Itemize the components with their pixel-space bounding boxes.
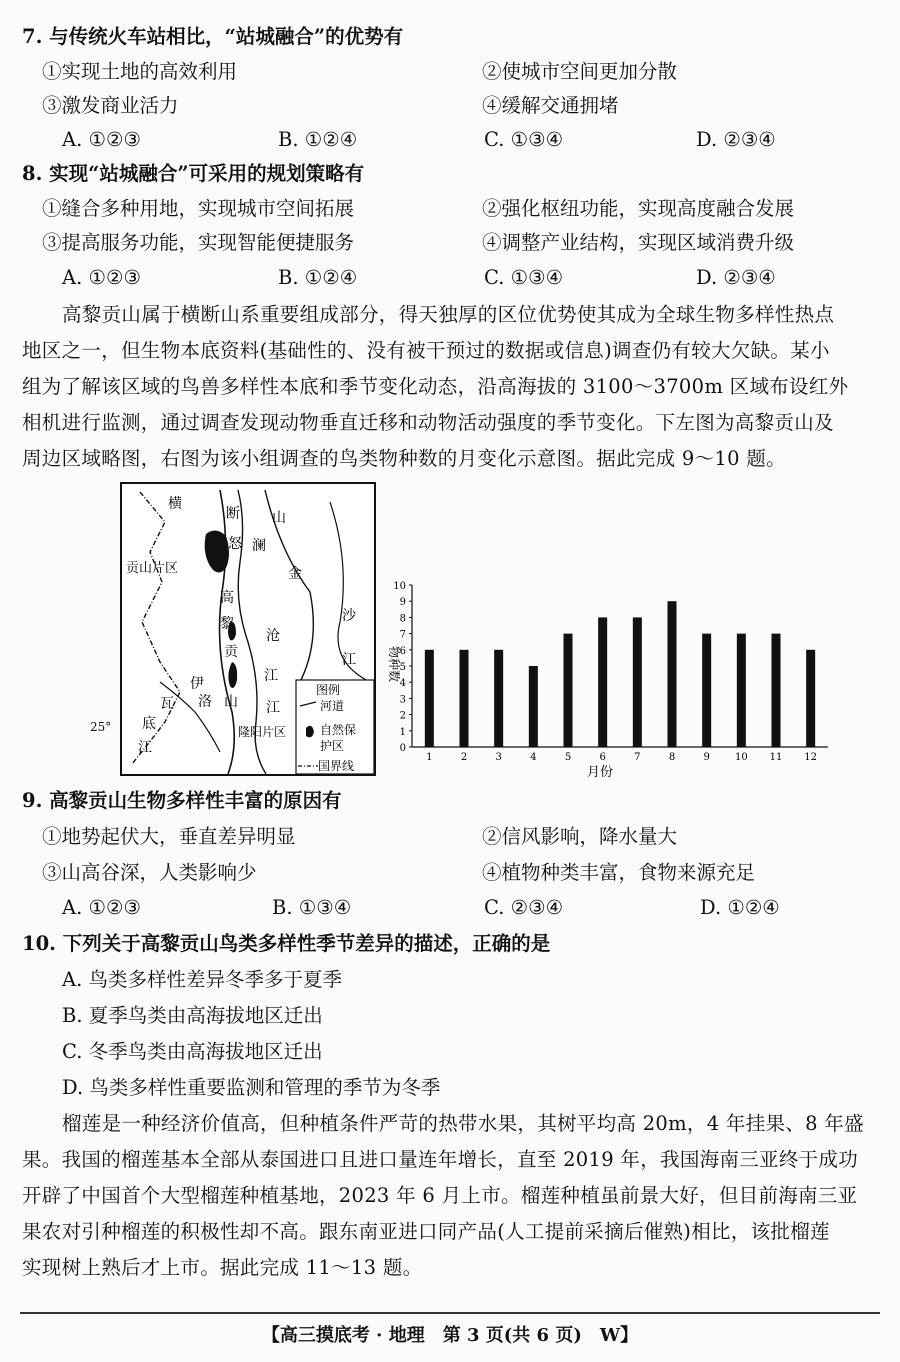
passage1-line-2: 地区之一，但生物本底资料(基础性的、没有被干预过的数据或信息)调查仍有较大欠缺。某小: [22, 339, 830, 362]
passage2-line-4: 果农对引种榴莲的积极性却不高。跟东南亚进口同产品(人工提前采摘后催熟)相比，该批榴莲: [22, 1220, 830, 1243]
x-tick-label: 8: [668, 752, 676, 763]
q8-item-2: ②强化枢纽功能，实现高度融合发展: [482, 197, 795, 220]
q8-item-3: ③提高服务功能，实现智能便捷服务: [42, 231, 355, 254]
x-tick-label: 4: [530, 752, 537, 763]
label-di: 底: [142, 716, 156, 732]
bar-month-3: [494, 650, 503, 747]
q10-option-c[interactable]: C. 冬季鸟类由高海拔地区迁出: [62, 1040, 323, 1063]
gaoligong-map: [90, 482, 376, 776]
q7-item-3: ③激发商业活力: [42, 94, 179, 117]
passage1-line-5: 周边区域略图，右图为该小组调查的鸟类物种数的月变化示意图。据此完成 9～10 题。: [22, 447, 786, 470]
q8-choice-b[interactable]: B. ①②④: [278, 266, 358, 289]
passage2-line-3: 开辟了中国首个大型榴莲种植基地，2023 年 6 月上市。榴莲种植虽前景大好，但目前海南三亚: [22, 1184, 858, 1207]
x-tick-label: 6: [599, 752, 606, 763]
map-svg: [120, 482, 376, 776]
x-tick-label: 3: [495, 752, 502, 763]
label-gao: 高: [220, 590, 234, 606]
x-tick-label: 5: [564, 752, 572, 763]
passage2-line-5: 实现树上熟后才上市。据此完成 11～13 题。: [22, 1256, 423, 1279]
q9-choice-d[interactable]: D. ①②④: [700, 896, 780, 919]
bar-month-6: [598, 617, 607, 747]
x-tick-label: 9: [703, 752, 710, 763]
q10-option-b[interactable]: B. 夏季鸟类由高海拔地区迁出: [62, 1004, 323, 1027]
q9-item-2: ②信风影响，降水量大: [482, 825, 678, 848]
passage2-line-2: 果。我国的榴莲基本全部从泰国进口且进口量连年增长，直至 2019 年，我国海南三亚终于成功: [22, 1148, 859, 1171]
label-jin: 金: [288, 566, 302, 582]
q7-choice-c[interactable]: C. ①③④: [484, 128, 564, 151]
y-tick-label: 8: [399, 613, 406, 625]
y-tick-label: 1: [399, 726, 406, 738]
page-footer: 【高三摸底考 · 地理 第 3 页(共 6 页) W】: [261, 1325, 639, 1346]
label-sha: 沙: [342, 608, 356, 624]
q9-item-1: ①地势起伏大，垂直差异明显: [42, 825, 296, 848]
y-tick-label: 3: [399, 694, 406, 706]
legend-river: 河道: [320, 699, 345, 713]
label-gong: 贡: [224, 644, 238, 660]
x-tick-label: 7: [634, 752, 641, 763]
label-heng: 横: [168, 496, 182, 512]
x-tick-label: 11: [769, 752, 783, 763]
q8-item-1: ①缝合多种用地，实现城市空间拓展: [42, 197, 355, 220]
y-tick-label: 0: [399, 743, 406, 754]
label-jiang-1: 江: [342, 652, 356, 668]
bar-month-4: [529, 666, 538, 747]
passage1-line-4: 相机进行监测，通过调查发现动物垂直迁移和动物活动强度的季节变化。下左图为高黎贡山及: [22, 411, 834, 434]
chart-x-label: 月份: [586, 765, 614, 780]
bar-month-8: [668, 601, 677, 747]
y-tick-label: 6: [399, 645, 406, 657]
label-gongshan-area: 贡山片区: [126, 561, 179, 576]
y-tick-label: 9: [399, 597, 406, 609]
bar-month-5: [564, 634, 573, 747]
footer-rule: [20, 1312, 880, 1314]
label-wa: 瓦: [160, 696, 174, 712]
bar-month-1: [425, 650, 434, 747]
label-jiang-2: 江: [264, 668, 278, 684]
q8-choice-c[interactable]: C. ①③④: [484, 266, 564, 289]
x-tick-label: 2: [460, 752, 468, 763]
x-tick-label: 12: [804, 752, 818, 763]
y-tick-label: 5: [399, 662, 406, 673]
q7-item-1: ①实现土地的高效利用: [42, 60, 238, 83]
chart-svg: [378, 575, 838, 780]
q7-choice-d[interactable]: D. ②③④: [696, 128, 776, 151]
label-nu: 怒: [228, 536, 242, 552]
bar-month-10: [737, 634, 746, 747]
label-shan: 山: [272, 510, 286, 526]
y-tick-label: 4: [399, 678, 406, 690]
q7-choice-b[interactable]: B. ①②④: [278, 128, 358, 151]
q9-choice-a[interactable]: A. ①②③: [62, 896, 141, 919]
q8-choice-a[interactable]: A. ①②③: [62, 266, 141, 289]
bar-month-7: [633, 617, 642, 747]
chart-bars: [425, 601, 815, 747]
bird-species-chart: [378, 575, 838, 780]
label-longyang-area: 隆阳片区: [238, 725, 287, 739]
x-tick-label: 1: [426, 752, 433, 763]
bar-month-11: [772, 634, 781, 747]
y-tick-label: 2: [399, 710, 406, 722]
x-tick-label: 10: [734, 752, 748, 763]
bar-month-9: [702, 634, 711, 747]
legend-reserve-2: 护区: [320, 739, 345, 753]
label-cang: 沧: [266, 628, 280, 644]
label-lan: 澜: [252, 538, 266, 554]
label-duan: 断: [226, 506, 240, 522]
legend-reserve-1: 自然保: [320, 723, 357, 737]
y-tick-label: 7: [399, 629, 406, 641]
label-jiang-3: 江: [266, 700, 280, 716]
label-li: 黎: [220, 616, 234, 632]
chart-x-ticks: [426, 752, 817, 763]
q7-item-4: ④缓解交通拥堵: [482, 94, 619, 117]
legend-title: 图例: [316, 683, 341, 697]
q8-item-4: ④调整产业结构，实现区域消费升级: [482, 231, 795, 254]
q7-choice-a[interactable]: A. ①②③: [62, 128, 141, 151]
chart-y-label: 物种数: [387, 646, 401, 683]
q9-choice-b[interactable]: B. ①③④: [272, 896, 352, 919]
q8-choice-d[interactable]: D. ②③④: [696, 266, 776, 289]
q8-stem: 8. 实现“站城融合”可采用的规划策略有: [22, 162, 365, 185]
q10-stem: 10. 下列关于高黎贡山鸟类多样性季节差异的描述，正确的是: [22, 932, 551, 955]
bar-month-12: [806, 650, 815, 747]
passage1-line-1: 高黎贡山属于横断山系重要组成部分，得天独厚的区位优势使其成为全球生物多样性热点: [62, 303, 835, 326]
label-latitude: 25°: [90, 720, 112, 734]
q9-choice-c[interactable]: C. ②③④: [484, 896, 564, 919]
q10-option-a[interactable]: A. 鸟类多样性差异冬季多于夏季: [62, 968, 342, 991]
q7-stem: 7. 与传统火车站相比，“站城融合”的优势有: [22, 25, 404, 48]
label-shan2: 山: [224, 694, 238, 710]
label-jiang-4: 江: [138, 740, 152, 756]
passage2-line-1: 榴莲是一种经济价值高，但种植条件严苛的热带水果，其树平均高 20m，4 年挂果、8 年盛: [62, 1112, 864, 1135]
q9-item-4: ④植物种类丰富，食物来源充足: [482, 861, 756, 884]
bar-month-2: [460, 650, 469, 747]
passage1-line-3: 组为了解该区域的鸟兽多样性本底和季节变化动态，沿高海拔的 3100～3700m 区域布设红外: [22, 375, 849, 398]
q9-item-3: ③山高谷深，人类影响少: [42, 861, 257, 884]
q7-item-2: ②使城市空间更加分散: [482, 60, 678, 83]
q9-stem: 9. 高黎贡山生物多样性丰富的原因有: [22, 789, 342, 812]
label-luo: 洛: [198, 694, 212, 710]
q10-option-d[interactable]: D. 鸟类多样性重要监测和管理的季节为冬季: [62, 1076, 441, 1099]
legend-border: 国界线: [318, 759, 355, 773]
label-yi: 伊: [190, 676, 204, 692]
y-tick-label: 10: [393, 581, 406, 592]
